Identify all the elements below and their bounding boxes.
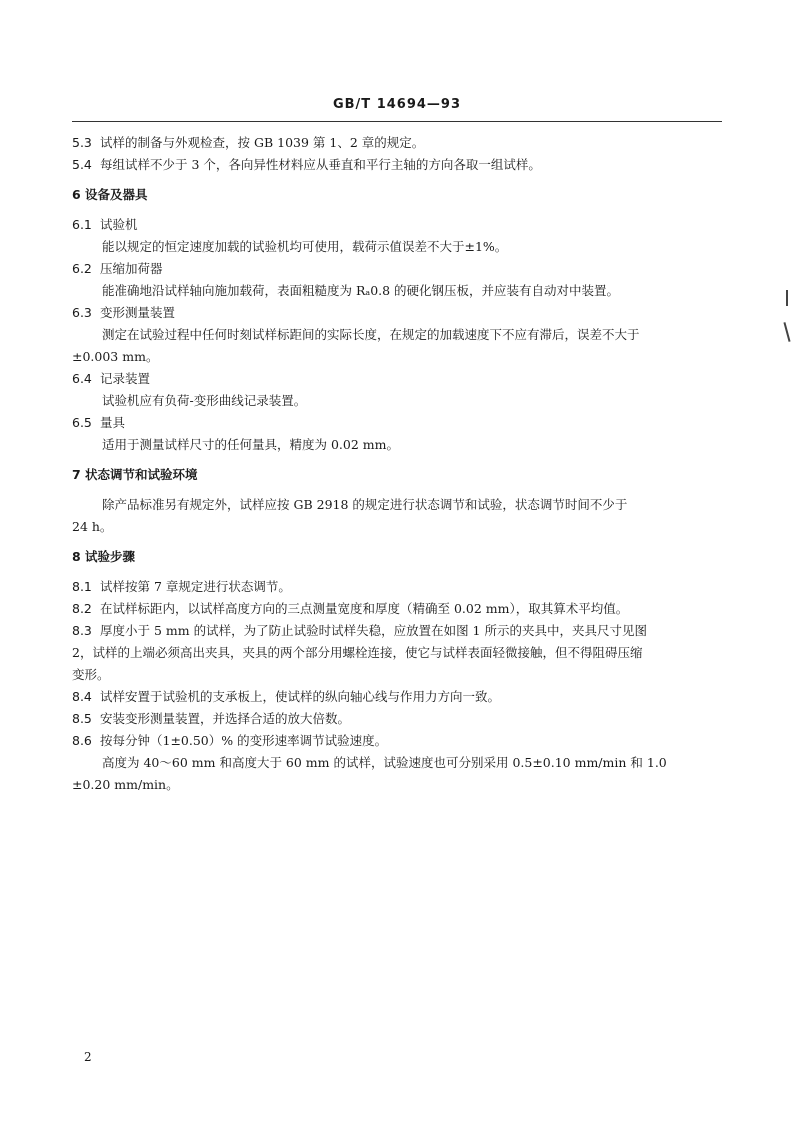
- page-number: 2: [84, 1050, 92, 1064]
- clause-number: 5.3: [72, 135, 92, 150]
- clause-text: 安装变形测量装置，并选择合适的放大倍数。: [100, 711, 351, 726]
- clause-line: [72, 302, 722, 324]
- continuation-line: ±0.003 mm。: [72, 349, 159, 364]
- continuation-line: ±0.20 mm/min。: [72, 777, 179, 792]
- clause-text: 试样按第 7 章规定进行状态调节。: [100, 579, 291, 594]
- scan-margin-mark: [783, 322, 790, 342]
- clause-line: [72, 368, 722, 390]
- clause-line: [72, 576, 722, 598]
- paragraph-line: 能以规定的恒定速度加载的试验机均可使用，载荷示值误差不大于±1%。: [102, 239, 508, 254]
- paragraph-line: 能准确地沿试样轴向施加载荷，表面粗糙度为 Rₐ0.8 的硬化钢压板，并应装有自动对中装置。: [102, 283, 620, 298]
- clause-line: [72, 132, 722, 154]
- continuation-line: 2，试样的上端必须高出夹具，夹具的两个部分用螺栓连接，使它与试样表面轻微接触，但不得阻碍压缩: [72, 645, 643, 660]
- clause-line: [72, 154, 722, 176]
- clause-number: 5.4: [72, 157, 92, 172]
- clause-line: [72, 258, 722, 280]
- clause-line: [72, 214, 722, 236]
- clause-text: 试验机: [100, 217, 138, 232]
- clause-number: 6.3: [72, 305, 92, 320]
- clause-line: [72, 730, 722, 752]
- clause-line: [72, 412, 722, 434]
- paragraph-line: 试验机应有负荷-变形曲线记录装置。: [102, 393, 307, 408]
- clause-number: 8.2: [72, 601, 92, 616]
- clause-line: [72, 708, 722, 730]
- paragraph-line: 测定在试验过程中任何时刻试样标距间的实际长度，在规定的加载速度下不应有滞后，误差不大于: [102, 327, 640, 342]
- clause-text: 试样安置于试验机的支承板上，使试样的纵向轴心线与作用力方向一致。: [100, 689, 501, 704]
- header-divider: [72, 121, 722, 122]
- paragraph-line: 适用于测量试样尺寸的任何量具，精度为 0.02 mm。: [102, 437, 399, 452]
- clause-number: 6.4: [72, 371, 92, 386]
- clause-text: 压缩加荷器: [100, 261, 163, 276]
- clause-number: 6.5: [72, 415, 92, 430]
- clause-text: 每组试样不少于 3 个，各向异性材料应从垂直和平行主轴的方向各取一组试样。: [100, 157, 541, 172]
- clause-line: [72, 598, 722, 620]
- clause-number: 8.3: [72, 623, 92, 638]
- clause-text: 在试样标距内，以试样高度方向的三点测量宽度和厚度（精确至 0.02 mm），取其算术平均值。: [100, 601, 629, 616]
- section-heading: 7 状态调节和试验环境: [72, 467, 198, 482]
- clause-number: 8.6: [72, 733, 92, 748]
- page-header: GB/T 14694—93: [332, 97, 462, 112]
- clause-text: 量具: [100, 415, 126, 430]
- clause-number: 8.1: [72, 579, 92, 594]
- document-body: [72, 132, 722, 796]
- clause-number: 8.5: [72, 711, 92, 726]
- clause-text: 厚度小于 5 mm 的试样，为了防止试验时试样失稳，应放置在如图 1 所示的夹具中，夹具尺寸见图: [100, 623, 647, 638]
- clause-number: 6.2: [72, 261, 92, 276]
- clause-line: [72, 620, 722, 642]
- clause-text: 按每分钟（1±0.50）% 的变形速率调节试验速度。: [100, 733, 388, 748]
- paragraph-line: 除产品标准另有规定外，试样应按 GB 2918 的规定进行状态调节和试验，状态调节时间不少于: [102, 497, 628, 512]
- scan-margin-mark: [786, 290, 788, 306]
- section-heading: 8 试验步骤: [72, 549, 136, 564]
- clause-line: [72, 686, 722, 708]
- clause-text: 试样的制备与外观检查，按 GB 1039 第 1、2 章的规定。: [100, 135, 425, 150]
- continuation-line: 变形。: [72, 667, 110, 682]
- continuation-line: 24 h。: [72, 519, 113, 534]
- section-heading: 6 设备及器具: [72, 187, 148, 202]
- clause-number: 8.4: [72, 689, 92, 704]
- clause-text: 记录装置: [100, 371, 151, 386]
- clause-number: 6.1: [72, 217, 92, 232]
- paragraph-line: 高度为 40～60 mm 和高度大于 60 mm 的试样，试验速度也可分别采用 0.5±0.10 mm/min 和 1.0: [102, 755, 667, 770]
- clause-text: 变形测量装置: [100, 305, 176, 320]
